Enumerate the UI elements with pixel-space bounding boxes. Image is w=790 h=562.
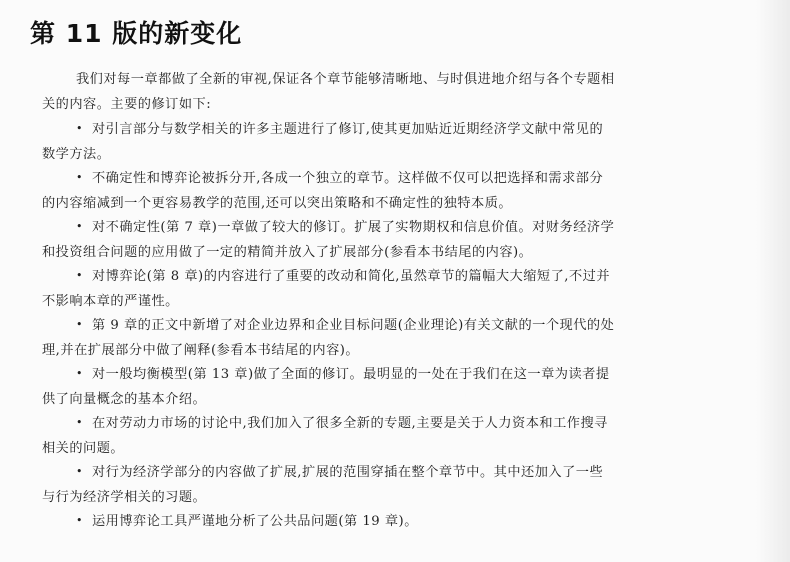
bullet-line-1: • 运用博弈论工具严谨地分析了公共品问题(第 19 章)。 xyxy=(42,508,752,534)
bullet-item-5 xyxy=(42,312,752,363)
bullet-line-2: 与行为经济学相关的习题。 xyxy=(42,490,207,505)
bullet-item-8 xyxy=(42,459,752,510)
bullet-line-1: • 对博弈论(第 8 章)的内容进行了重要的改动和简化,虽然章节的篇幅大大缩短了,不过并 xyxy=(42,263,752,289)
page-edge-shadow xyxy=(756,0,790,562)
bullet-item-6 xyxy=(42,361,752,412)
bullet-line-1: • 对一般均衡模型(第 13 章)做了全面的修订。最明显的一处在于我们在这一章为读者提 xyxy=(42,361,752,387)
bullet-line-2: 理,并在扩展部分中做了阐释(参看本书结尾的内容)。 xyxy=(42,343,360,358)
bullet-line-2: 的内容缩减到一个更容易教学的范围,还可以突出策略和不确定性的独特本质。 xyxy=(42,196,513,211)
bullet-line-1: • 第 9 章的正文中新增了对企业边界和企业目标问题(企业理论)有关文献的一个现代的处 xyxy=(42,312,752,338)
section-heading: 第 11 版的新变化 xyxy=(30,19,243,48)
bullet-dot-icon: • xyxy=(76,465,83,478)
bullet-dot-icon: • xyxy=(76,269,83,282)
bullet-line-1: • 在对劳动力市场的讨论中,我们加入了很多全新的专题,主要是关于人力资本和工作搜寻 xyxy=(42,410,752,436)
bullet-line-2: 供了向量概念的基本介绍。 xyxy=(42,392,207,407)
bullet-dot-icon: • xyxy=(76,220,83,233)
bullet-item-9 xyxy=(42,508,752,534)
bullet-item-1 xyxy=(42,116,752,167)
bullet-line-1: • 对引言部分与数学相关的许多主题进行了修订,使其更加贴近近期经济学文献中常见的 xyxy=(42,116,752,142)
bullet-line-2: 相关的问题。 xyxy=(42,441,125,456)
bullet-line-2: 数学方法。 xyxy=(42,147,111,162)
bullet-dot-icon: • xyxy=(76,367,83,380)
bullet-line-1: • 对不确定性(第 7 章)一章做了较大的修订。扩展了实物期权和信息价值。对财务经济学 xyxy=(42,214,752,240)
bullet-dot-icon: • xyxy=(76,171,83,184)
bullet-item-2 xyxy=(42,165,752,216)
bullet-item-7 xyxy=(42,410,752,461)
bullet-line-1: • 不确定性和博弈论被拆分开,各成一个独立的章节。这样做不仅可以把选择和需求部分 xyxy=(42,165,752,191)
intro-paragraph xyxy=(42,67,752,117)
bullet-item-3 xyxy=(42,214,752,265)
bullet-line-1: • 对行为经济学部分的内容做了扩展,扩展的范围穿插在整个章节中。其中还加入了一些 xyxy=(42,459,752,485)
bullet-line-2: 不影响本章的严谨性。 xyxy=(42,294,179,309)
bullet-dot-icon: • xyxy=(76,514,83,527)
bullet-dot-icon: • xyxy=(76,416,83,429)
intro-line-2: 关的内容。主要的修订如下: xyxy=(42,97,212,112)
bullet-line-2: 和投资组合问题的应用做了一定的精简并放入了扩展部分(参看本书结尾的内容)。 xyxy=(42,245,533,260)
bullet-item-4 xyxy=(42,263,752,314)
intro-line-1: 我们对每一章都做了全新的审视,保证各个章节能够清晰地、与时俱进地介绍与各个专题相 xyxy=(76,72,615,87)
bullet-dot-icon: • xyxy=(76,122,83,135)
bullet-dot-icon: • xyxy=(76,318,83,331)
